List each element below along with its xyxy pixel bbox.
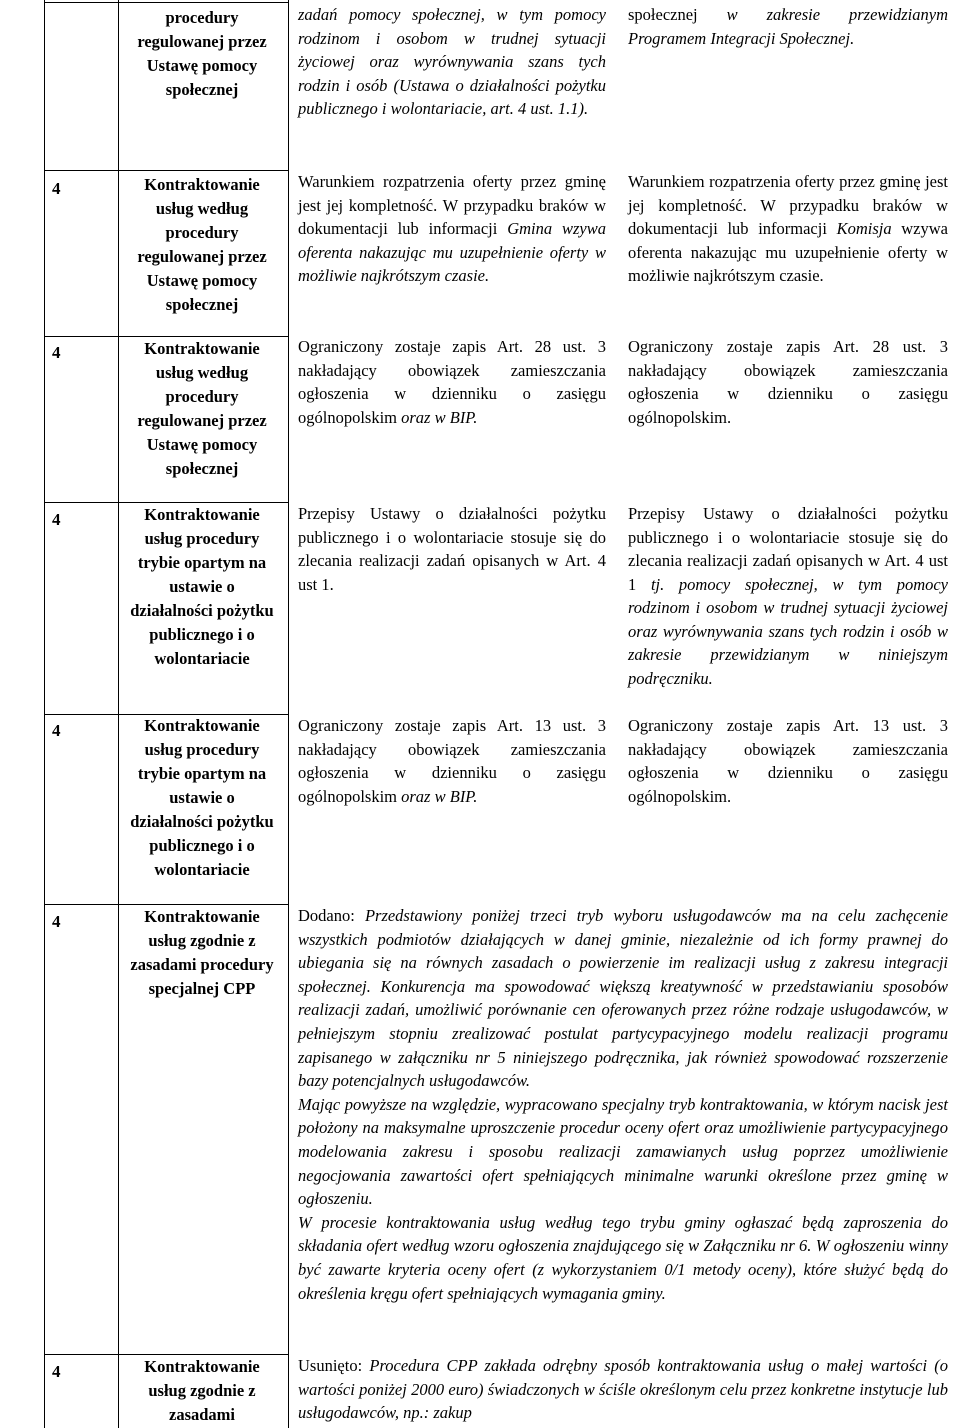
cell-text-part: Gmina wzywa oferenta nakazując mu uzupełnienie oferty w możliwie najkrótszym czasie.	[298, 219, 607, 285]
cell-text-part: tj. pomocy społecznej, w tym pomocy rodzinom i osobom w trudnej sytuacji życiowej oraz wyrównywania szans tych rodzin i osób w zakresie przewidzianym w niniejszym podręczniku.	[628, 574, 949, 688]
cell-text-part: Warunkiem rozpatrzenia oferty przez gminę jest jej kompletność. W przypadku braków w dokumentacji lub informacji	[628, 172, 948, 238]
cell-text-part: społecznej	[628, 5, 698, 24]
procedure-name: Kontraktowanie usług według procedury regulowanej przez Ustawę pomocy społecznej	[137, 339, 267, 478]
removed-text: Procedura CPP zakłada odrębny sposób kontraktowania usług o małej wartości (o wartości poniżej 2000 euro) świadczonych w ściśle określonym celu przez konkretne instytucje lub usługodawców, np.: zakup	[298, 1356, 949, 1423]
row-number: 4	[52, 343, 61, 362]
cell-text-part: Przepisy Ustawy o działalności pożytku publicznego i o wolontariacie stosuje się do zlecania realizacji zadań opisanych w Art. 4 ust 1	[628, 504, 948, 594]
row-number: 4	[52, 912, 61, 931]
cell-text-part: Ograniczony zostaje zapis Art. 28 ust. 3 nakładający obowiązek zamieszczania ogłoszenia w dzienniku o zasięgu ogólnopolskim	[298, 337, 606, 427]
row-number: 4	[52, 1362, 61, 1381]
procedure-name: Kontraktowanie usług zgodnie z zasadami procedury specjalnej CPP	[130, 907, 274, 998]
removed-label: Usunięto:	[298, 1356, 363, 1375]
cell-text-part: Ograniczony zostaje zapis Art. 13 ust. 3 nakładający obowiązek zamieszczania ogłoszenia w dzienniku o zasięgu ogólnopolskim	[298, 716, 606, 806]
added-label: Dodano:	[298, 906, 355, 925]
cell-text: Ograniczony zostaje zapis Art. 28 ust. 3 nakładający obowiązek zamieszczania ogłoszenia w dzienniku o zasięgu ogólnopolskim.	[628, 337, 948, 427]
cell-text	[298, 714, 606, 808]
added-paragraph: Przedstawiony poniżej trzeci tryb wyboru usługodawców ma na celu zachęcenie wszystkich podmiotów działających w danej gminie, niezależnie od ich formy prawnej do ubiegania się na równych zasadach o powierzenie im realizacji usług z zakresu integracji społecznej. Konkurencja ma spowodować większą kreatywność w przedstawianiu sposobów realizacji zadań, umożliwić porównanie cen oferowanych przez różne rodzaje usługodawców, w pełniejszym stopniu zrealizować postulat partycypacyjnego modelu realizacji programu zapisanego w załączniku nr 5 niniejszego podręcznika, jak również spowodować rozszerzenie bazy potencjalnych usługodawców.	[298, 906, 948, 1091]
cell-text: Przepisy Ustawy o działalności pożytku publicznego i o wolontariacie stosuje się do zlecania realizacji zadań opisanych w Art. 4 ust 1.	[298, 504, 606, 594]
cell-text: Ograniczony zostaje zapis Art. 13 ust. 3 nakładający obowiązek zamieszczania ogłoszenia w dzienniku o zasięgu ogólnopolskim.	[628, 716, 948, 806]
cell-text-part: Warunkiem rozpatrzenia oferty przez gminę jest jej kompletność.	[298, 172, 606, 215]
procedure-name: Kontraktowanie usług zgodnie z zasadami	[144, 1357, 260, 1424]
cell-text	[628, 170, 948, 288]
added-comment	[298, 904, 948, 1305]
procedure-name: Kontraktowanie usług według procedury regulowanej przez Ustawę pomocy społecznej	[137, 175, 267, 314]
cell-text	[298, 170, 606, 288]
added-paragraph: W procesie kontraktowania usług według tego trybu gminy ogłaszać będą zaproszenia do składania ofert według wzoru ogłoszenia znajdującego się w Załączniku nr 6. W ogłoszeniu winny być zawarte kryteria oceny ofert (z wykorzystaniem 0/1 metody oceny), które służyć będą do określenia kręgu ofert spełniających wymagania gminy.	[298, 1212, 948, 1303]
procedure-name: procedury regulowanej przez Ustawę pomocy społecznej	[137, 8, 267, 99]
cell-text	[628, 502, 948, 690]
cell-text-part: w zakresie przewidzianym Programem Integracji Społecznej.	[628, 5, 948, 48]
col-divider-2	[288, 0, 289, 1428]
procedure-name: Kontraktowanie usług procedury trybie opartym na ustawie o działalności pożytku publicznego i o wolontariacie	[130, 716, 274, 879]
row-divider	[44, 170, 288, 171]
cell-text-part: W przypadku braków w dokumentacji lub informacji	[298, 195, 606, 238]
removed-comment	[298, 1354, 948, 1425]
row-number: 4	[52, 510, 61, 529]
row-number: 4	[52, 721, 61, 740]
cell-text	[628, 3, 948, 50]
cell-text-part: wzywa oferenta nakazując mu uzupełnienie oferty w możliwie najkrótszym czasie.	[628, 219, 948, 285]
cell-text: zadań pomocy społecznej, w tym pomocy rodzinom i osobom w trudnej sytuacji życiowej oraz wyrównywania szans tych rodzin i osób (Ustawa o działalności pożytku publicznego i wolontariacie, art. 4 ust. 1.1).	[298, 5, 606, 118]
procedure-name: Kontraktowanie usług procedury trybie opartym na ustawie o działalności pożytku publicznego i o wolontariacie	[130, 505, 274, 668]
cell-text	[298, 335, 606, 429]
cell-text-part: oraz w BIP.	[401, 407, 478, 427]
cell-text-part: Komisja	[836, 219, 892, 238]
added-paragraph: Mając powyższe na względzie, wypracowano specjalny tryb kontraktowania, w którym nacisk jest położony na maksymalne uproszczenie procedur oceny ofert oraz umożliwienie partycypacyjnego modelowania zakresu i sposobu realizacji zamawianych usług poprzez umożliwienie negocjowania zawartości ofert spełniających minimalne warunki określone przez gminę w ogłoszeniu.	[298, 1094, 948, 1209]
row-divider	[44, 2, 288, 3]
cell-text-part: oraz w BIP.	[401, 786, 478, 806]
row-number: 4	[52, 179, 61, 198]
